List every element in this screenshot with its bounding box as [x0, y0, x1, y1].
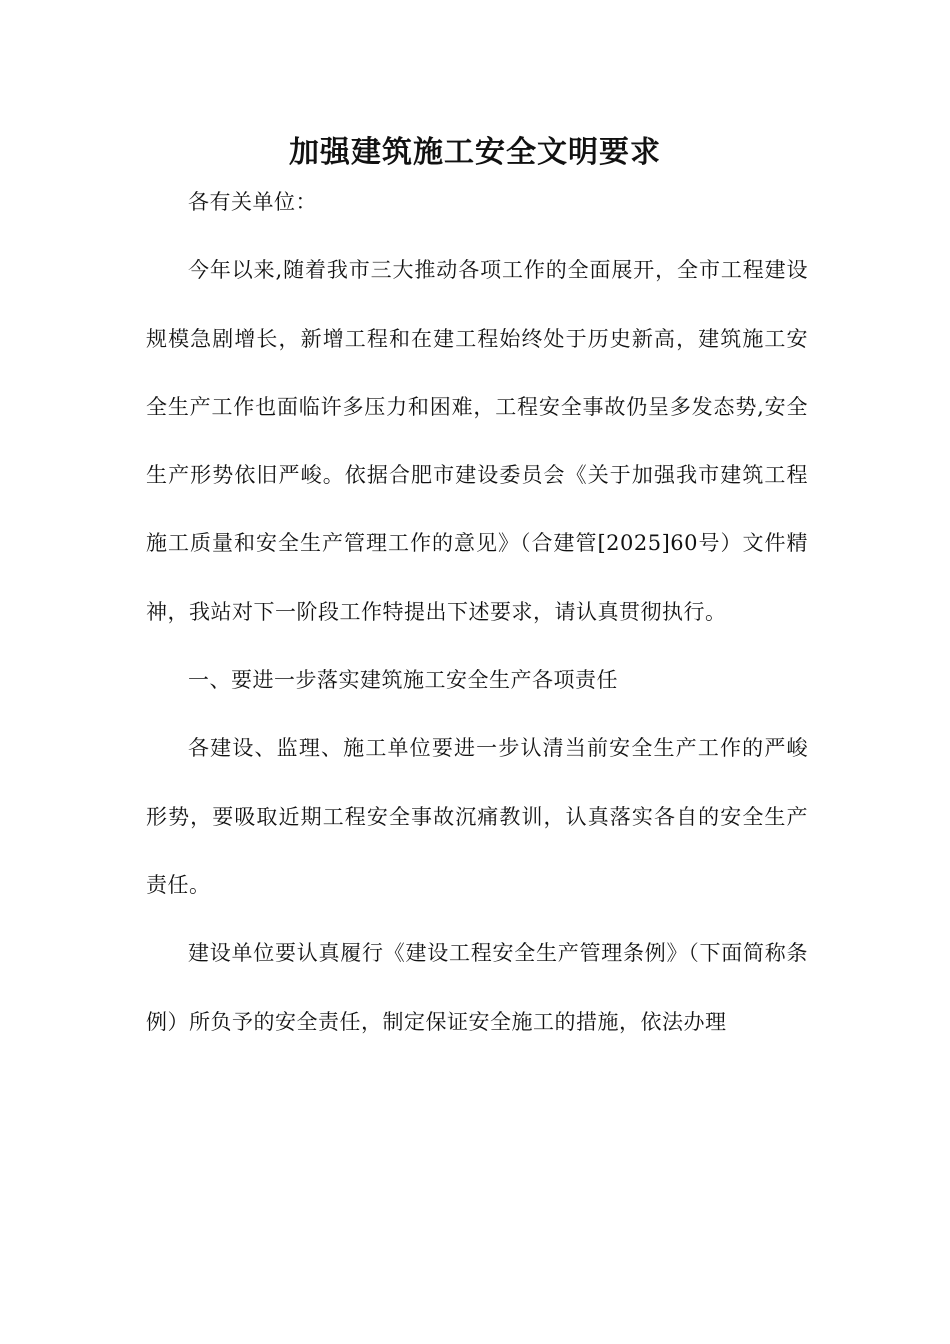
section-1-paragraph-1: 各建设、监理、施工单位要进一步认清当前安全生产工作的严峻形势，要吸取近期工程安全事故沉痛教训，认真落实各自的安全生产责任。	[146, 736, 808, 897]
document-title: 加强建筑施工安全文明要求	[289, 135, 661, 170]
section-heading-1: 一、要进一步落实建筑施工安全生产各项责任	[188, 668, 618, 693]
salutation-paragraph: 各有关单位：	[188, 190, 317, 214]
intro-paragraph: 今年以来,随着我市三大推动各项工作的全面展开，全市工程建设规模急剧增长，新增工程和在建工程始终处于历史新高，建筑施工安全生产工作也面临许多压力和困难，工程安全事故仍呈多发态势,安全生产形势依旧严峻。依据合肥市建设委员会《关于加强我市建筑工程施工质量和安全生产管理工作的意见》（合建管[2025]60号）文件精神，我站对下一阶段工作特提出下述要求，请认真贯彻执行。	[146, 258, 808, 624]
section-1-paragraph-2: 建设单位要认真履行《建设工程安全生产管理条例》（下面简称条例）所负予的安全责任，制定保证安全施工的措施，依法办理	[146, 941, 808, 1034]
document-body	[146, 168, 808, 1056]
